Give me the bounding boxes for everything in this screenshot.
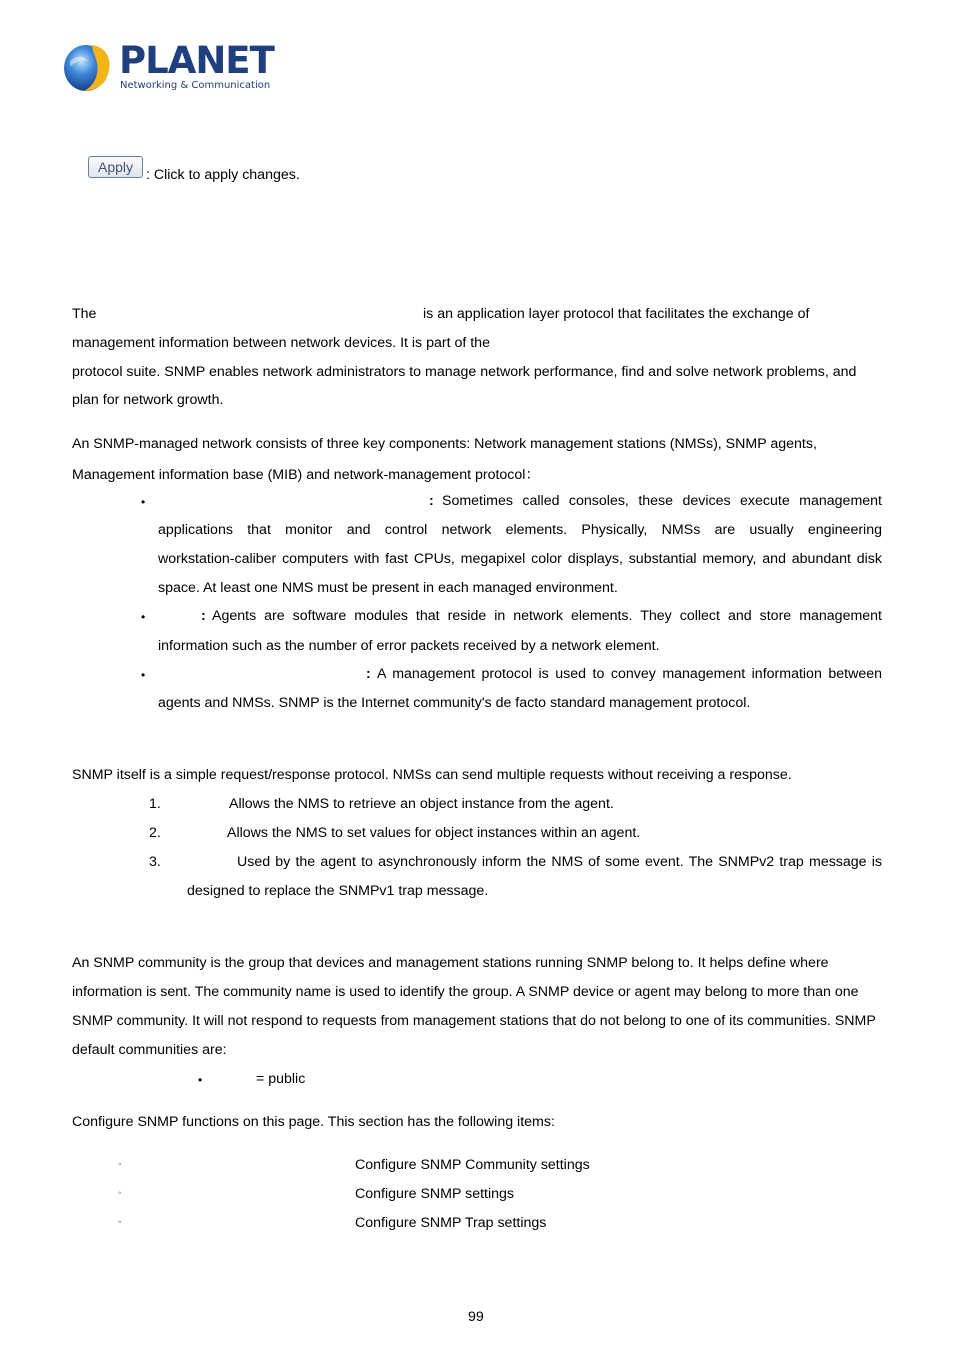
community-line-2: information is sent. The community name is used to identify the group. A SNMP device or agent may belong to more than one [72,984,859,1000]
bullet-marker: • [141,668,146,682]
nms-line-3: workstation-caliber computers with fast CPUs, megapixel color displays, substantial memory, and abundant disk [158,551,882,567]
operation-trap-text-2: designed to replace the SNMPv1 trap message. [187,883,489,899]
intro-line-3: protocol suite. SNMP enables network administrators to manage network performance, find and solve network problems, and [72,364,857,380]
community-line-4: default communities are: [72,1042,227,1058]
intro-line-1a: The [72,306,97,322]
operation-number: 2. [149,825,161,841]
configure-intro: Configure SNMP functions on this page. This section has the following items: [72,1114,555,1130]
planet-logo [62,39,274,95]
apply-button[interactable]: Apply [88,156,143,178]
bullet-marker: • [141,495,146,509]
bullet-marker: • [198,1073,203,1087]
agents-line-1: Agents are software modules that reside in network elements. They collect and store management [212,608,882,624]
default-community-item: = public [256,1071,306,1087]
operation-trap-text: Used by the agent to asynchronously inform the NMS of some event. The SNMPv2 trap message is [237,854,882,870]
intro-line-2: management information between network devices. It is part of the [72,335,490,351]
operation-number: 1. [149,796,161,812]
components-line-1: An SNMP-managed network consists of three key components: Network management stations (NMSs), SNMP agents, [72,436,817,452]
operations-intro: SNMP itself is a simple request/response protocol. NMSs can send multiple requests without receiving a response. [72,767,792,783]
globe-icon [62,41,116,95]
bullet-colon: : [429,493,434,509]
bullet-marker: • [141,610,146,624]
page-number: 99 [468,1309,484,1325]
operation-get-text: Allows the NMS to retrieve an object instance from the agent. [229,796,614,812]
components-line-2: Management information base (MIB) and network-management protocol： [72,467,540,483]
agents-line-2: information such as the number of error packets received by a network element. [158,638,660,654]
logo-tagline: Networking & Communication [120,80,271,91]
intro-line-1b: is an application layer protocol that facilitates the exchange of [423,306,810,322]
intro-line-4: plan for network growth. [72,392,224,408]
nms-line-2: applications that monitor and control network elements. Physically, NMSs are usually engineering [158,522,882,538]
logo-wordmark: PLANET [119,39,274,82]
bullet-colon: : [201,608,206,624]
configure-item-settings: Configure SNMP settings [355,1186,515,1202]
nms-line-4: space. At least one NMS must be present in each managed environment. [158,580,618,596]
protocol-line-1: A management protocol is used to convey management information between [377,666,882,682]
apply-description: : Click to apply changes. [146,167,300,183]
community-line-1: An SNMP community is the group that devices and management stations running SNMP belong to. It helps define where [72,955,829,971]
operation-number: 3. [149,854,161,870]
operation-set-text: Allows the NMS to set values for object instances within an agent. [227,825,641,841]
nms-line-1: Sometimes called consoles, these devices execute management [442,493,882,509]
list-circle-marker: ◦ [118,1188,122,1199]
community-line-3: SNMP community. It will not respond to requests from management stations that do not belong to one of its communities. SNMP [72,1013,876,1029]
configure-item-trap: Configure SNMP Trap settings [355,1215,547,1231]
list-circle-marker: ◦ [118,1217,122,1228]
configure-item-community: Configure SNMP Community settings [355,1157,590,1173]
protocol-line-2: agents and NMSs. SNMP is the Internet community's de facto standard management protocol. [158,695,751,711]
bullet-colon: : [366,666,371,682]
list-circle-marker: ◦ [118,1159,122,1170]
